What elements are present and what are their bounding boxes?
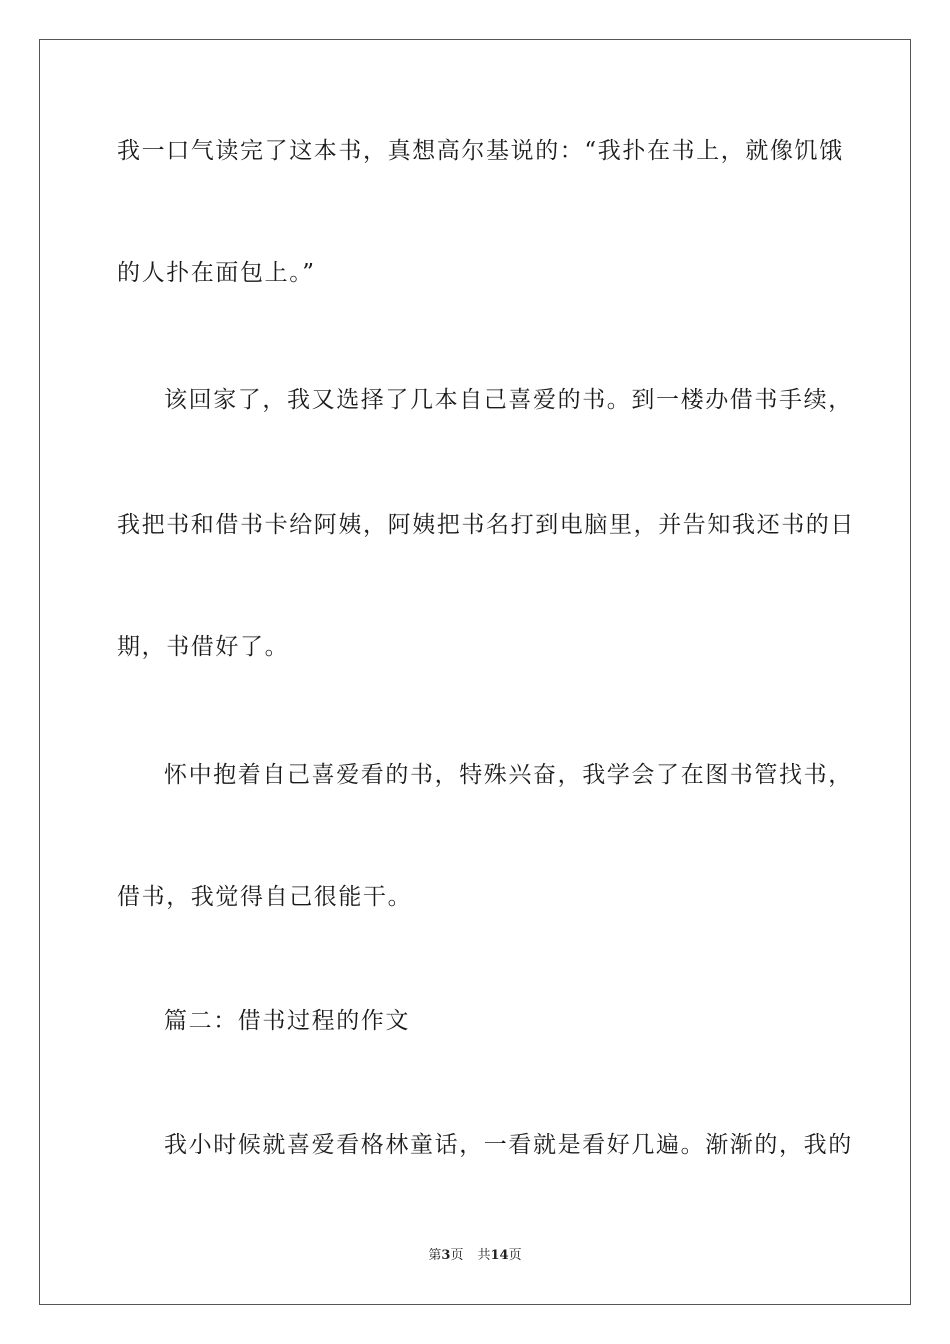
footer-page-suffix: 页 bbox=[450, 1248, 464, 1263]
text-line-9: 我小时候就喜爱看格林童话，一看就是看好几遍。渐渐的，我的 bbox=[164, 1132, 853, 1158]
section-heading: 篇二：借书过程的作文 bbox=[164, 1008, 410, 1034]
footer-page-number: 3 bbox=[441, 1248, 451, 1263]
text-line-5: 期，书借好了。 bbox=[117, 634, 290, 660]
footer-total-pages: 14 bbox=[490, 1248, 509, 1263]
text-line-4: 我把书和借书卡给阿姨，阿姨把书名打到电脑里，并告知我还书的日 bbox=[117, 512, 855, 538]
footer-page-prefix: 第 bbox=[428, 1248, 442, 1263]
footer-total-prefix: 共 bbox=[477, 1248, 491, 1263]
page-footer bbox=[0, 1247, 950, 1265]
text-line-1: 我一口气读完了这本书，真想高尔基说的：“我扑在书上，就像饥饿 bbox=[117, 138, 844, 164]
text-line-7: 借书，我觉得自己很能干。 bbox=[117, 884, 413, 910]
page-border bbox=[39, 39, 911, 1305]
footer-total-suffix: 页 bbox=[508, 1248, 522, 1263]
text-line-3: 该回家了，我又选择了几本自己喜爱的书。到一楼办借书手续， bbox=[164, 387, 853, 413]
text-line-2: 的人扑在面包上。” bbox=[117, 260, 316, 286]
text-line-6: 怀中抱着自己喜爱看的书，特殊兴奋，我学会了在图书管找书， bbox=[164, 762, 853, 788]
